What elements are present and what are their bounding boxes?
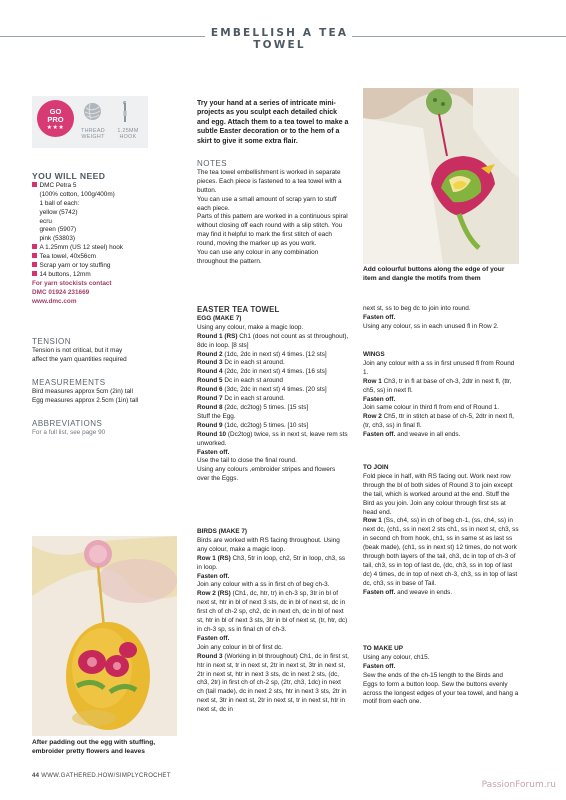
tension-section xyxy=(32,338,177,365)
birds-join: Join any colour in bl of first dc. xyxy=(197,643,283,651)
birds-row: Row 1 (RS) Ch3, 5tr in loop, ch2, 5tr in loop, ch3, ss in loop. xyxy=(197,554,346,571)
materials-item: Tea towel, 40x56cm xyxy=(32,253,177,262)
notes-paragraph: You can use any colour in any combination throughout the pattern. xyxy=(197,249,319,265)
materials-item: Scrap yarn or toy stuffing xyxy=(32,262,177,271)
tension-text-1: Tension is not critical, but it may xyxy=(32,346,123,354)
egg-end-text: Using any colours ,embroider stripes and flowers over the Eggs. xyxy=(197,466,336,483)
notes-paragraph: The tea towel embellishment is worked in separate pieces. Each piece is fastened to a tea towel with a button. xyxy=(197,168,342,194)
materials-item: (100% cotton, 100g/400m) xyxy=(39,190,115,198)
intro-section xyxy=(197,99,349,146)
to-make-up-heading: TO MAKE UP xyxy=(363,645,404,652)
to-join-fasten-weave: Fasten off. and weave in ends. xyxy=(363,588,453,596)
egg-intro: Using any colour, make a magic loop. xyxy=(197,323,304,331)
notes-section xyxy=(197,160,349,267)
materials-item: green (5907) xyxy=(39,226,77,234)
skill-level-line1: GO xyxy=(49,107,62,116)
hook-size-caption: 1.25MM HOOK xyxy=(117,128,139,141)
materials-item: 1 ball of each: xyxy=(39,199,80,207)
stockist-phone: DMC 01924 231669 xyxy=(32,288,90,296)
fasten-off: Fasten off. xyxy=(197,448,230,456)
wings-section xyxy=(363,351,519,440)
egg-round: Round 3 Dc in each st around. xyxy=(197,359,285,367)
to-make-up-section xyxy=(363,645,519,707)
abbreviations-heading: ABBREVIATIONS xyxy=(32,419,103,428)
birds-intro: Birds are worked with RS facing throughout. Using any colour, make a magic loop. xyxy=(197,536,340,553)
birds-round-continued: next st, ss to beg dc to join into round. xyxy=(363,305,471,312)
pattern-egg-section xyxy=(197,306,349,484)
wings-row: Row 2 Ch5, ttr in stitch at base of ch-5, 2dtr in next fl, (tr, ch3, ss) in final fl. xyxy=(363,413,514,430)
pattern-heading: EASTER TEA TOWEL xyxy=(197,305,280,314)
stuff-egg: Stuff the Egg. xyxy=(197,412,236,420)
abbreviations-text: For a full list, see page 90 xyxy=(32,428,106,436)
wings-row: Row 1 Ch3, tr in fl at base of ch-3, 2dtr in next fl, (ttr, ch5, ss) in next fl. xyxy=(363,377,512,394)
fasten-off: Fasten off. xyxy=(363,395,396,403)
materials-item: A 1.25mm (US 12 steel) hook xyxy=(32,244,177,253)
birds-section xyxy=(197,528,349,715)
egg-round: Round 9 (1dc, dc2tog) 5 times. [10 sts] xyxy=(197,421,309,429)
skill-level-stars: ★★★ xyxy=(46,125,65,131)
skill-level-badge xyxy=(37,100,74,137)
egg-round: Round 1 (RS) Ch1 (does not count as st throughout), 8dc in loop. [8 sts] xyxy=(197,332,349,349)
egg-end-text: Use the tail to close the final round. xyxy=(197,457,297,465)
materials-item: 14 buttons, 12mm xyxy=(32,271,177,280)
measurements-heading: MEASUREMENTS xyxy=(32,378,106,387)
birds-row: Row 2 (RS) (Ch1, dc, htr, tr) in ch-3 sp, 3tr in bl of next st, htr in bl of next 3 sts, dc in bl of next st, dc in first ch of ch-2 sp, ch2, dc in next ch, dc in bl of next st, htr in bl of next 3 sts, 3tr in bl of next st, (tr, htr, dc) in ch-3 sp, ss in final ch of ch-3. xyxy=(197,590,348,633)
to-make-up-text: Sew the ends of the ch-15 length to the Birds and Eggs to form a button loop. Sew the buttons evenly across the longest edges of your tea towel, and hang a motif from each one. xyxy=(363,671,519,706)
fasten-off: Fasten off. xyxy=(197,634,230,642)
egg-round: Round 5 Dc in each st around xyxy=(197,377,283,385)
birds-round: Round 3 (Working in bl throughout) Ch1, dc in first st, htr in next st, tr in next st, 2tr in next st, 3tr in next st, 2tr in next st, htr in next 3 sts, dc in next 2 sts, (dc, ch3, 2tr) in first ch of ch-2 sp, (2tr, ch3, 1dc) in next ch (tail made), dc in next 2 sts, htr in next 3 sts, 2tr in next st, 3tr in next st, 2tr in next st, tr in next st, htr in next st, dc in xyxy=(197,652,349,714)
page-number: 44 xyxy=(32,773,40,779)
to-make-up-intro: Using any colour, ch15. xyxy=(363,653,430,661)
birds-join: Join any colour with a ss in first ch of beg ch-3. xyxy=(197,581,330,589)
fasten-off: Fasten off. xyxy=(197,572,230,580)
egg-round: Round 8 (2dc, dc2tog) 5 times. [15 sts] xyxy=(197,403,309,411)
you-will-need-section xyxy=(32,172,177,307)
bird-photo-caption: Add colourful buttons along the edge of your item and dangle the motifs from them xyxy=(363,266,505,282)
egg-round: Round 6 (3dc, 2dc in next st) 4 times. [20 sts] xyxy=(197,386,327,394)
wings-heading: WINGS xyxy=(363,351,385,358)
egg-photo xyxy=(32,536,177,736)
birds-continued-section xyxy=(363,305,519,332)
footer-url[interactable]: WWW.GATHERED.HOW/SIMPLYCROCHET xyxy=(41,773,171,779)
egg-round: Round 4 (2dc, 2dc in next st) 4 times. [16 sts] xyxy=(197,368,327,376)
notes-paragraph: You can use a small amount of scrap yarn to stuff each piece. xyxy=(197,195,337,212)
tension-text-2: affect the yarn quantities required xyxy=(32,355,127,363)
birds-ss-text: Using any colour, ss in each unused fl in Row 2. xyxy=(363,322,499,330)
header-rule-left xyxy=(0,36,205,37)
to-join-heading: TO JOIN xyxy=(363,464,389,471)
materials-item: DMC Petra 5 xyxy=(32,182,177,191)
intro-text: Try your hand at a series of intricate mini-projects as you sculpt each detailed chick and egg. Attach them to a tea towel to make a subtle Easter decoration or to the hem of a skirt to give it some extra flair. xyxy=(197,100,349,145)
page-footer xyxy=(32,773,171,779)
egg-heading: EGG (MAKE 7) xyxy=(197,314,242,322)
bird-photo xyxy=(363,88,519,264)
birds-heading: BIRDS (MAKE 7) xyxy=(197,528,248,535)
egg-round: Round 2 (1dc, 2dc in next st) 4 times. [12 sts] xyxy=(197,350,327,358)
egg-round: Round 10 (Dc2tog) twice, ss in next st, leave rem sts unworked. xyxy=(197,430,348,447)
you-will-need-heading: YOU WILL NEED xyxy=(32,171,106,181)
wings-intro: Join any colour with a ss in first unused fl from Round 1. xyxy=(363,359,515,376)
stockist-website: www.dmc.com xyxy=(32,297,77,305)
egg-photo-caption: After padding out the egg with stuffing, embroider pretty flowers and leaves xyxy=(32,739,156,755)
to-join-section xyxy=(363,464,519,598)
measurement-egg: Egg measures approx 2.5cm (1in) tall xyxy=(32,396,139,404)
watermark: PassionForum.ru xyxy=(481,780,556,790)
measurements-section xyxy=(32,379,177,406)
measurement-bird: Bird measures approx 5cm (2in) tall xyxy=(32,387,133,395)
materials-item: yellow (5742) xyxy=(39,208,78,216)
notes-paragraph: Parts of this pattern are worked in a continuous spiral without closing off each round with a slip stitch. You may find it helpful to mark the first stitch of each round, moving the marker up as you work. xyxy=(197,213,348,248)
skill-level-line2: PRO xyxy=(47,115,64,124)
page-section-title: EMBELLISH A TEA TOWEL xyxy=(210,27,349,51)
thread-weight-caption: THREAD WEIGHT xyxy=(81,128,105,141)
crochet-hook-icon xyxy=(122,101,128,123)
header-rule-right xyxy=(352,36,566,37)
fasten-off: Fasten off. xyxy=(363,662,396,670)
notes-heading: NOTES xyxy=(197,159,228,168)
to-join-row: Row 1 (Ss, ch4, ss) in ch of beg ch-1, (ss, ch4, ss) in next dc, (ch1, ss in next 2 sts ch1, ss in next st, ch3, ss in second ch from hook, ch1, ss in same st as last ss (beak made), (ch1, ss in next st) 12 times, do not work through both layers of the tail, ch3, dc in top of ch-3 of tail, ch3, ss in top of last dc, (dc, ch3, ss in top of last dc) 4 times, dc in top of next ch-3, ch3, ss in top of last dc, ch3, ss in base of Tail. xyxy=(363,517,519,587)
tension-heading: TENSION xyxy=(32,337,72,346)
materials-item: pink (53803) xyxy=(39,235,76,243)
stockist-contact: For yarn stockists contact xyxy=(32,279,112,287)
yarn-ball-icon xyxy=(84,103,101,120)
abbreviations-section xyxy=(32,420,177,438)
materials-item: ecru xyxy=(39,217,52,225)
fasten-off: Fasten off. xyxy=(363,313,396,321)
egg-round: Round 7 Dc in each st around. xyxy=(197,395,285,403)
wings-join: Join same colour in third fl from end of Round 1. xyxy=(363,404,500,412)
wings-fasten-weave: Fasten off. and weave in all ends. xyxy=(363,431,461,439)
to-join-text: Fold piece in half, with RS facing out. Work next row through the bl of both sides of Round 3 to join except the tail, which is worked around at the end. Stuff the Bird as you join. Join any colour through first sts at head end. xyxy=(363,472,513,516)
